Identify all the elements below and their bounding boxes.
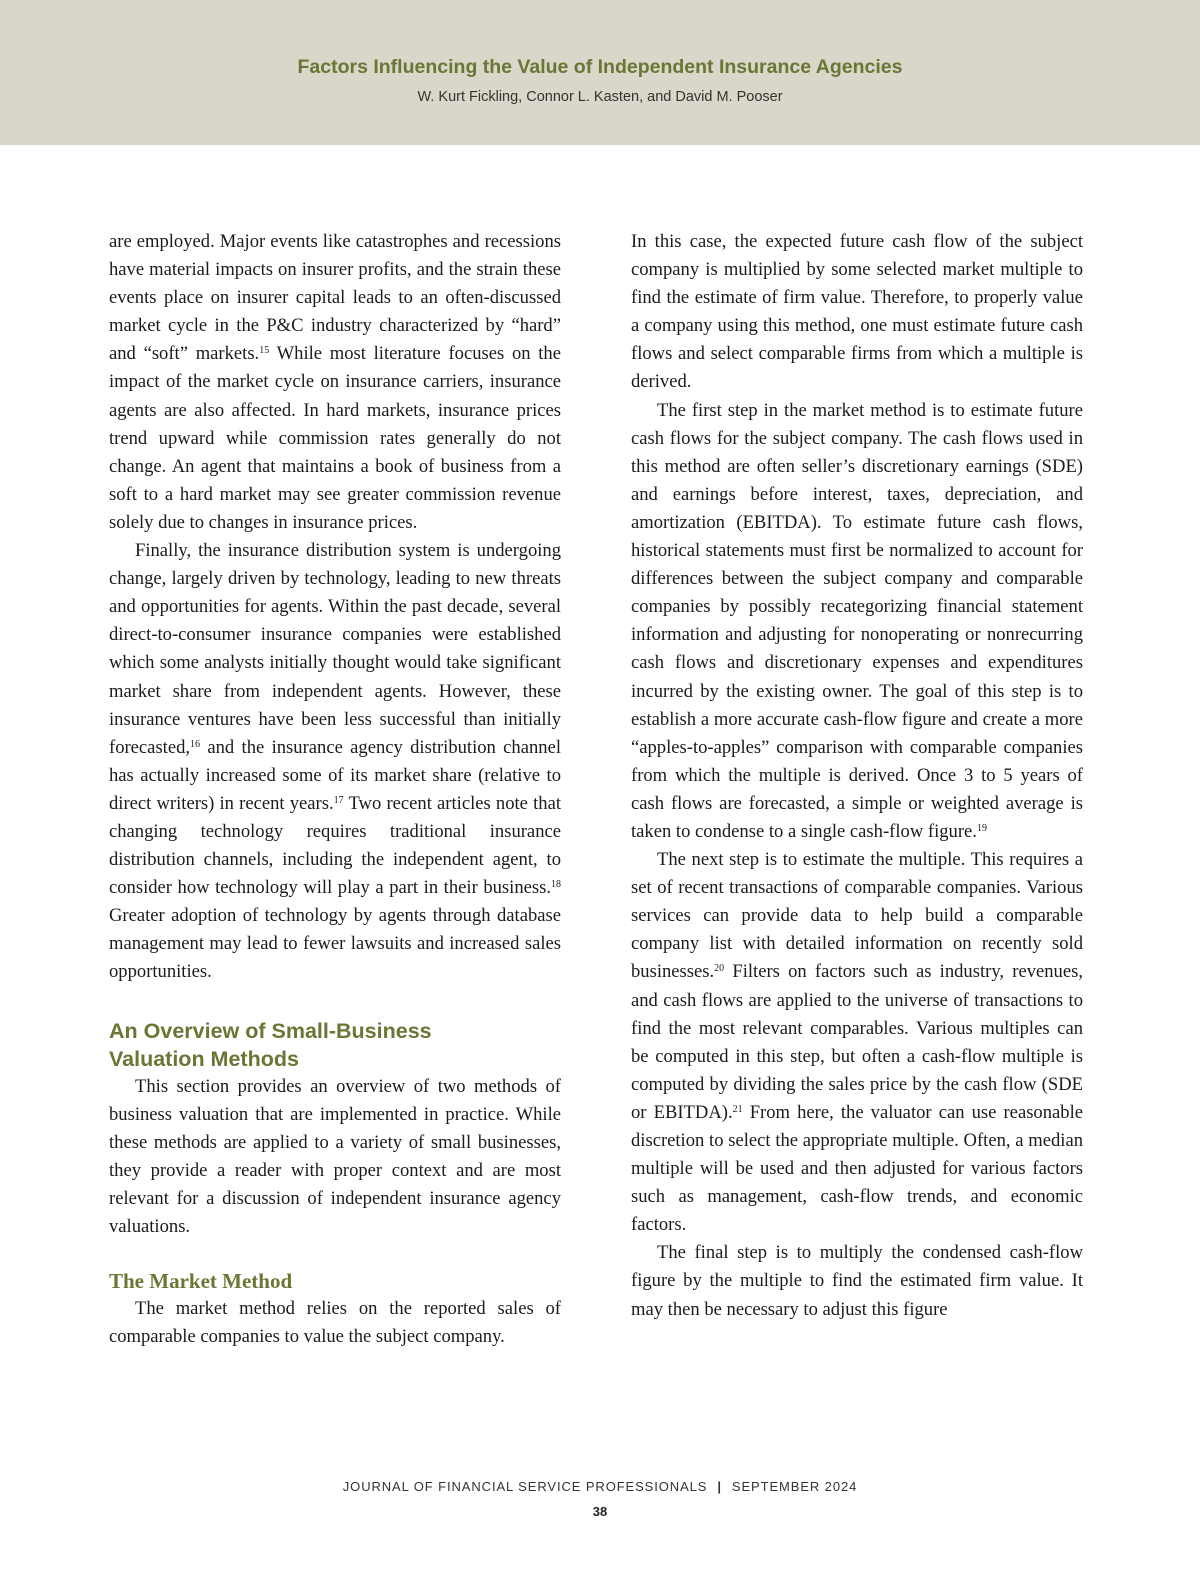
text-run: are employed. Major events like catastrophes and recessions have material impacts on insurer profits, and the strain these events place on insurer capital leads to an often-discussed market cycle in the P&C industry characterized by “hard” and “soft” markets. bbox=[109, 231, 561, 365]
footnote-ref: 19 bbox=[976, 822, 987, 834]
footnote-ref: 17 bbox=[333, 794, 344, 806]
text-run: From here, the valuator can use reasonable discretion to select the appropriate multiple. Often, a median multiple will be used and then adjusted for various factors such as management, cash-flow trends, and economic factors. bbox=[631, 1101, 1083, 1236]
article-title: Factors Influencing the Value of Independent Insurance Agencies bbox=[297, 56, 903, 78]
page-number: 38 bbox=[592, 1504, 608, 1519]
paragraph-distribution-change bbox=[109, 537, 561, 987]
issue-date: SEPTEMBER 2024 bbox=[731, 1479, 858, 1494]
footnote-ref: 16 bbox=[190, 738, 201, 750]
text-run: While most literature focuses on the impact of the market cycle on insurance carriers, insurance agents are also affected. In hard markets, insurance prices trend upward while commission rates generally do not change. An agent that maintains a book of business from a soft to a hard market may see greater commission revenue solely due to changes in insurance prices. bbox=[109, 343, 561, 533]
running-footer bbox=[0, 1479, 1200, 1494]
footer-separator: | bbox=[717, 1479, 722, 1494]
right-column bbox=[631, 228, 1083, 1324]
paragraph-market-multiple: In this case, the expected future cash flow of the subject company is multiplied by some selected market multiple to find the estimate of firm value. Therefore, to properly value a company using this method, one must estimate future cash flows and select comparable firms from which a multiple is derived. bbox=[631, 231, 1083, 393]
journal-name: JOURNAL OF FINANCIAL SERVICE PROFESSIONALS bbox=[342, 1479, 708, 1494]
paragraph-market-method-intro: The market method relies on the reported sales of comparable companies to value the subject company. bbox=[109, 1298, 561, 1348]
subsection-heading: The Market Method bbox=[109, 1269, 293, 1294]
running-header bbox=[0, 0, 1200, 145]
text-run: Greater adoption of technology by agents through database management may lead to fewer lawsuits and increased sales opportunities. bbox=[109, 905, 561, 983]
footnote-ref: 18 bbox=[551, 879, 561, 891]
footnote-ref: 20 bbox=[714, 963, 725, 975]
paragraph-next-step bbox=[631, 846, 1083, 1239]
paragraph-overview: This section provides an overview of two methods of business valuation that are implemented in practice. While these methods are applied to a variety of small businesses, they provide a reader with proper context and are most relevant for a discussion of independent insurance agency valuations. bbox=[109, 1075, 561, 1237]
text-run: The first step in the market method is to estimate future cash flows for the subject company. The cash flows used in this method are often seller’s discretionary earnings (SDE) and earnings before interest, taxes, depreciation, and amortization (EBITDA). To estimate future cash flows, historical statements must first be normalized to account for differences between the subject company and comparable companies by possibly recategorizing financial statement information and adjusting for nonoperating or nonrecurring cash flows and discretionary expenses and expenditures incurred by the existing owner. The goal of this step is to establish a more accurate cash-flow figure and create a more “apples-to-apples” comparison with comparable companies from which the multiple is derived. Once 3 to 5 years of cash flows are forecasted, a simple or weighted average is taken to condense to a single cash-flow figure. bbox=[631, 399, 1083, 842]
paragraph-market-cycle bbox=[109, 228, 561, 537]
article-authors: W. Kurt Fickling, Connor L. Kasten, and David M. Pooser bbox=[417, 89, 783, 105]
footnote-ref: 21 bbox=[732, 1103, 743, 1115]
text-run: Filters on factors such as industry, revenues, and cash flows are applied to the universe of transactions to find the most relevant comparables. Various multiples can be computed in this step, but often a cash-flow multiple is computed by dividing the sales price by the cash flow (SDE or EBITDA). bbox=[631, 961, 1083, 1123]
paragraph-first-step bbox=[631, 397, 1083, 847]
left-column bbox=[109, 228, 561, 1351]
section-heading bbox=[109, 1017, 561, 1073]
text-run: and the insurance agency distribution channel has actually increased some of its market share (relative to direct writers) in recent years. bbox=[109, 736, 561, 814]
footnote-ref: 15 bbox=[259, 345, 270, 357]
heading-line: An Overview of Small-Business bbox=[109, 1018, 432, 1043]
paragraph-final-step: The final step is to multiply the condensed cash-flow figure by the multiple to find the estimated firm value. It may then be necessary to adjust this figure bbox=[631, 1242, 1083, 1320]
text-run: Two recent articles note that changing technology requires traditional insurance distribution channels, including the independent agent, to consider how technology will play a part in their business. bbox=[109, 792, 561, 899]
heading-line: Valuation Methods bbox=[109, 1046, 299, 1071]
text-run: Finally, the insurance distribution system is undergoing change, largely driven by technology, leading to new threats and opportunities for agents. Within the past decade, several direct-to-consumer insurance companies were established which some analysts initially thought would take significant market share from independent agents. However, these insurance ventures have been less successful than initially forecasted, bbox=[109, 540, 561, 758]
text-run: The next step is to estimate the multiple. This requires a set of recent transactions of comparable companies. Various services can provide data to help build a comparable company list with detailed information on recently sold businesses. bbox=[631, 849, 1083, 983]
